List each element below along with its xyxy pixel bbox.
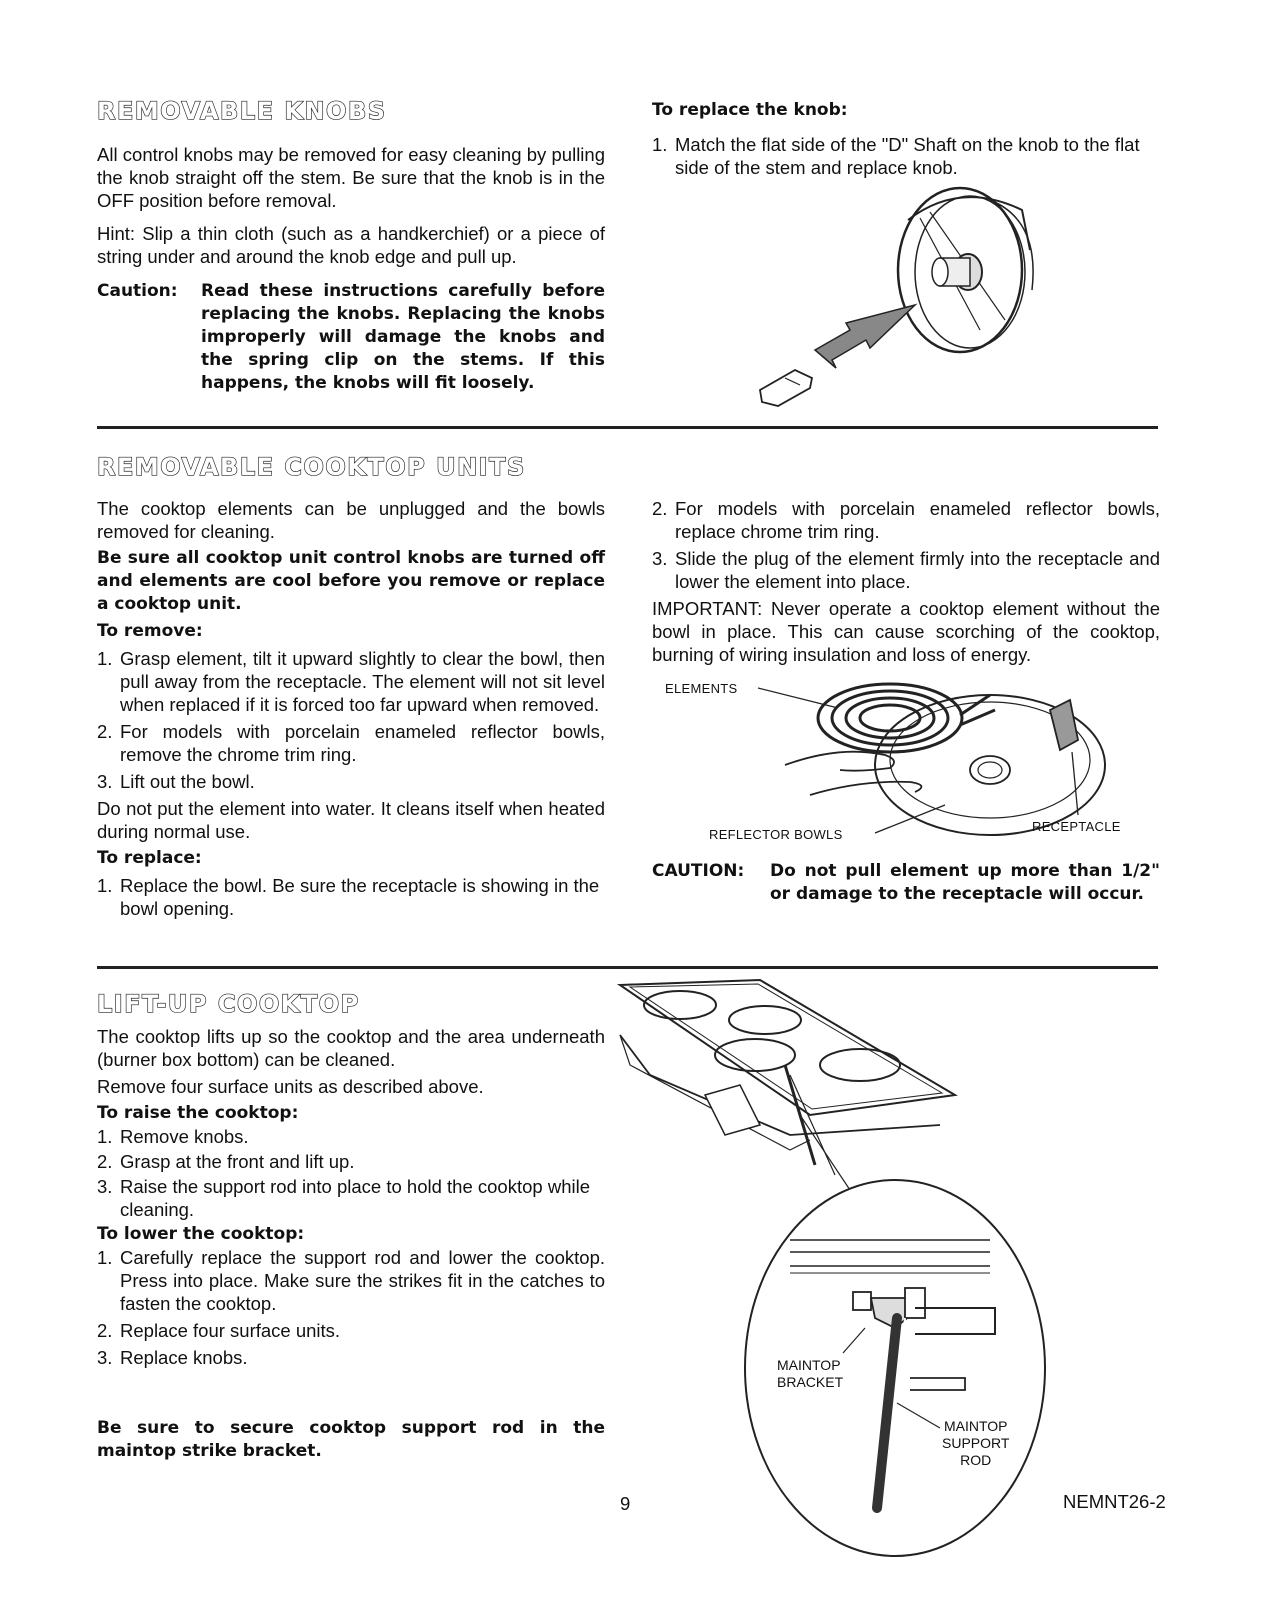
knobs-hint: Hint: Slip a thin cloth (such as a handkerchief) or a piece of string under and around the knob edge and pull up. (97, 223, 605, 267)
list-item: 2. Grasp at the front and lift up. (97, 1151, 355, 1172)
list-item: 1. Grasp element, tilt it upward slightly to clear the bowl, then pull away from the receptacle. The element will not sit level when replaced if it is forced too far upward when removed. (97, 648, 605, 715)
list-item: 2. Replace four surface units. (97, 1320, 341, 1341)
page-number: 9 (620, 1493, 631, 1514)
list-item: 3. Lift out the bowl. (97, 771, 255, 792)
cooktop-units-warning: Be sure all cooktop unit control knobs are turned off and elements are cool before you remove or replace a cooktop unit. (97, 548, 605, 614)
cooktop-units-intro: The cooktop elements can be unplugged and the bowls removed for cleaning. (97, 498, 605, 542)
replace-heading: To replace: (97, 848, 202, 868)
lower-heading: To lower the cooktop: (97, 1224, 305, 1244)
knobs-intro: All control knobs may be removed for easy cleaning by pulling the knob straight off the stem. Be sure that the knob is in the OFF position before removal. (97, 144, 605, 211)
list-item: 1. Replace the bowl. Be sure the receptacle is showing in the bowl opening. (97, 875, 600, 919)
knobs-caution-label: Caution: (97, 281, 178, 301)
label-maintop-bracket: MAINTOP BRACKET (777, 1357, 844, 1390)
knob-illustration (740, 180, 1060, 420)
cooktop-units-caution (652, 860, 1160, 906)
list-item: 1. Remove knobs. (97, 1126, 249, 1147)
list-item: 3. Raise the support rod into place to hold the cooktop while cleaning. (97, 1176, 590, 1220)
list-item: 2. For models with porcelain enameled reflector bowls, replace chrome trim ring. (652, 498, 1160, 542)
list-item: 3. Replace knobs. (97, 1347, 248, 1368)
lift-up-title: LIFT-UP COOKTOP (97, 990, 360, 1018)
list-item: 1. Match the flat side of the "D" Shaft on the knob to the flat side of the stem and replace knob. (652, 134, 1140, 178)
remove-heading: To remove: (97, 621, 203, 641)
knob-replace-heading: To replace the knob: (652, 100, 848, 120)
lift-up-cooktop-illustration (610, 975, 1010, 1175)
label-elements: ELEMENTS (665, 681, 738, 696)
lift-up-column (97, 1025, 605, 1369)
knob-replace-steps (652, 133, 1160, 179)
divider (97, 966, 1158, 969)
caution-text: Do not pull element up more than 1/2" or damage to the receptacle will occur. (770, 861, 1160, 904)
cooktop-units-right-column (652, 497, 1160, 666)
lift-up-intro: The cooktop lifts up so the cooktop and the area underneath (burner box bottom) can be cleaned. (97, 1026, 605, 1070)
doc-code: NEMNT26-2 (1063, 1491, 1166, 1512)
cooktop-units-left-column (97, 497, 605, 920)
water-note: Do not put the element into water. It cleans itself when heated during normal use. (97, 798, 605, 842)
caution-label: CAUTION: (652, 861, 745, 881)
cooktop-units-title: REMOVABLE COOKTOP UNITS (97, 453, 526, 481)
divider (97, 426, 1158, 429)
replace-steps-right (652, 497, 1160, 593)
important-note: IMPORTANT: Never operate a cooktop element without the bowl in place. This can cause scorching of the cooktop, burning of wiring insulation and loss of energy. (652, 598, 1160, 665)
secure-note: Be sure to secure cooktop support rod in the maintop strike bracket. (97, 1418, 605, 1461)
label-reflector-bowls: REFLECTOR BOWLS (709, 827, 843, 842)
list-item: 2. For models with porcelain enameled reflector bowls, remove the chrome trim ring. (97, 721, 605, 765)
raise-heading: To raise the cooktop: (97, 1103, 299, 1123)
knobs-caution-text: Read these instructions carefully before replacing the knobs. Replacing the knobs improperly will damage the knobs and the spring clip on the stems. If this happens, the knobs will fit loosely. (201, 281, 605, 393)
label-maintop-support-rod: MAINTOP SUPPORT ROD (942, 1418, 1010, 1468)
raise-steps (97, 1125, 605, 1221)
lower-steps (97, 1246, 605, 1369)
remove-steps (97, 647, 605, 793)
list-item: 1. Carefully replace the support rod and lower the cooktop. Press into place. Make sure the strikes fit in the catches to fasten the cooktop. (97, 1247, 605, 1314)
list-item: 3. Slide the plug of the element firmly into the receptacle and lower the element into place. (652, 548, 1160, 592)
knobs-title: REMOVABLE KNOBS (97, 97, 387, 125)
label-receptacle: RECEPTACLE (1032, 819, 1121, 834)
knobs-caution (97, 280, 605, 395)
replace-steps-left (97, 874, 605, 920)
lift-up-remove-units: Remove four surface units as described above. (97, 1076, 484, 1097)
